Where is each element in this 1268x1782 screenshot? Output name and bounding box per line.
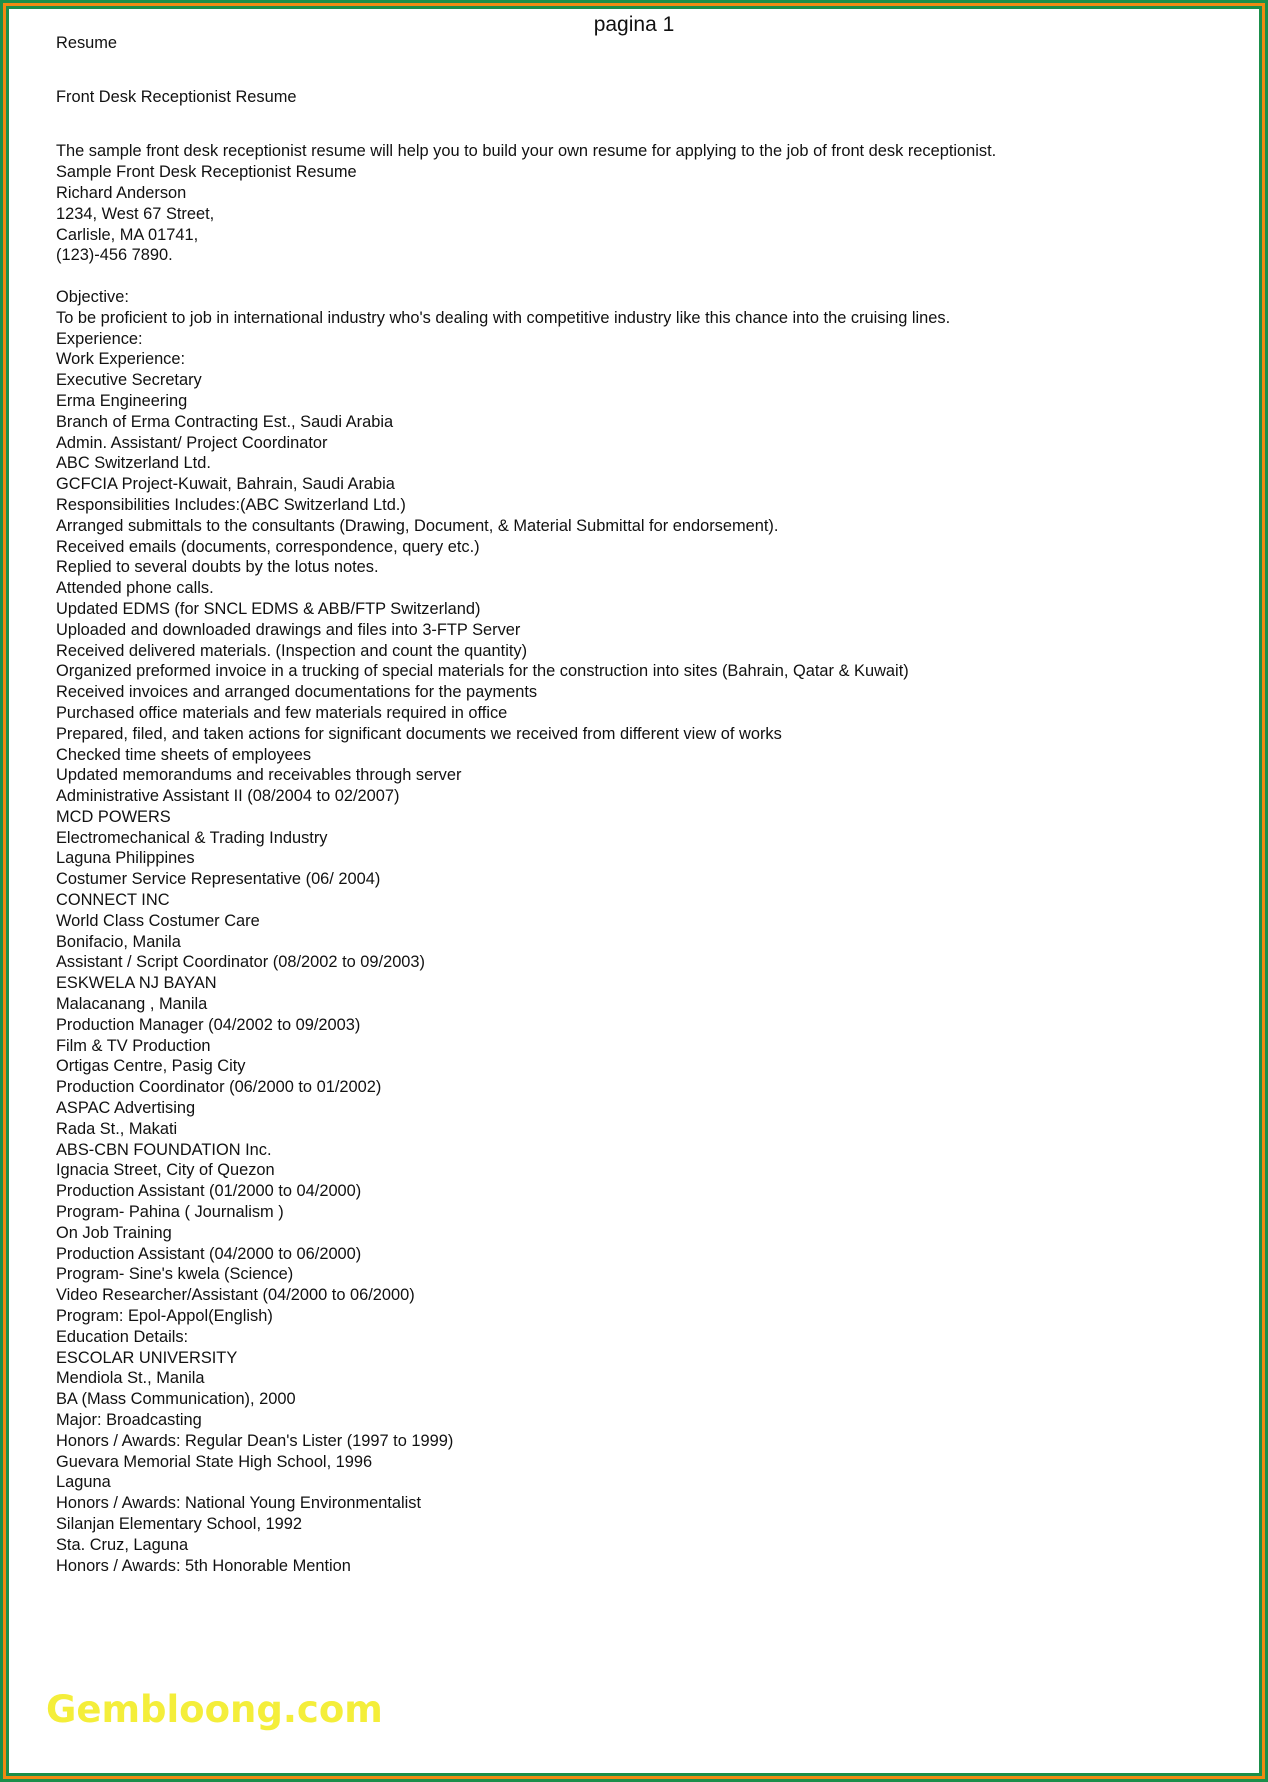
spacer	[56, 75, 1206, 87]
resume-document	[56, 33, 1206, 1576]
resume-line: Laguna Philippines	[56, 849, 195, 868]
contact-phone: (123)-456 7890.	[56, 246, 173, 265]
watermark-logo: Gembloong.com	[46, 1688, 383, 1731]
contact-city: Carlisle, MA 01741,	[56, 225, 199, 244]
resume-line: ABS-CBN FOUNDATION Inc.	[56, 1140, 272, 1159]
resume-line: Purchased office materials and few materials required in office	[56, 703, 508, 722]
resume-line: Erma Engineering	[56, 391, 188, 410]
resume-line: Executive Secretary	[56, 371, 202, 390]
resume-line: Education Details:	[56, 1327, 189, 1346]
resume-line: Ortigas Centre, Pasig City	[56, 1057, 246, 1076]
resume-line: Branch of Erma Contracting Est., Saudi Arabia	[56, 412, 394, 431]
spacer	[56, 266, 1206, 287]
resume-line: World Class Costumer Care	[56, 911, 260, 930]
resume-line: Updated memorandums and receivables through server	[56, 766, 462, 785]
resume-line: Honors / Awards: Regular Dean's Lister (1997 to 1999)	[56, 1431, 454, 1450]
resume-line: Assistant / Script Coordinator (08/2002 to 09/2003)	[56, 953, 425, 972]
resume-line: ABC Switzerland Ltd.	[56, 454, 211, 473]
resume-line: Production Manager (04/2002 to 09/2003)	[56, 1015, 361, 1034]
resume-line: Checked time sheets of employees	[56, 745, 312, 764]
resume-line: Updated EDMS (for SNCL EDMS & ABB/FTP Switzerland)	[56, 599, 481, 618]
objective-text: To be proficient to job in international industry who's dealing with competitive industry like this chance into the cruising lines.	[56, 308, 951, 327]
resume-line: Sta. Cruz, Laguna	[56, 1535, 189, 1554]
doc-title: Front Desk Receptionist Resume	[56, 87, 297, 106]
resume-line: Admin. Assistant/ Project Coordinator	[56, 433, 328, 452]
resume-line: Electromechanical & Trading Industry	[56, 828, 328, 847]
resume-line: Organized preformed invoice in a trucking of special materials for the construction into sites (Bahrain, Qatar & Kuwait)	[56, 662, 909, 681]
resume-line: Major: Broadcasting	[56, 1411, 202, 1429]
spacer	[56, 107, 1206, 141]
resume-line: Production Assistant (01/2000 to 04/2000)	[56, 1182, 362, 1201]
spacer	[56, 54, 1206, 75]
resume-line: Uploaded and downloaded drawings and files into 3-FTP Server	[56, 620, 521, 639]
resume-line: Program- Sine's kwela (Science)	[56, 1265, 294, 1284]
intro-paragraph: The sample front desk receptionist resume will help you to build your own resume for applying to the job of front desk receptionist.	[56, 142, 997, 161]
resume-line: On Job Training	[56, 1223, 172, 1242]
resume-line: Responsibilities Includes:(ABC Switzerland Ltd.)	[56, 495, 406, 514]
resume-line: Ignacia Street, City of Quezon	[56, 1161, 275, 1180]
resume-line: Laguna	[56, 1473, 111, 1492]
resume-line: Silanjan Elementary School, 1992	[56, 1514, 303, 1533]
resume-line: Malacanang , Manila	[56, 995, 208, 1014]
resume-line: Program- Pahina ( Journalism )	[56, 1203, 284, 1222]
resume-line: Honors / Awards: 5th Honorable Mention	[56, 1556, 351, 1575]
resume-line: Production Assistant (04/2000 to 06/2000)	[56, 1244, 362, 1263]
resume-line: Bonifacio, Manila	[56, 932, 181, 951]
resume-line: Production Coordinator (06/2000 to 01/2002)	[56, 1078, 382, 1097]
resume-body	[56, 329, 1206, 1577]
resume-line: Honors / Awards: National Young Environmentalist	[56, 1494, 422, 1513]
resume-line: Rada St., Makati	[56, 1119, 178, 1138]
resume-line: Film & TV Production	[56, 1036, 211, 1055]
resume-line: Received delivered materials. (Inspection and count the quantity)	[56, 641, 528, 660]
contact-block	[56, 183, 1206, 266]
contact-name: Richard Anderson	[56, 183, 187, 202]
resume-line: Experience:	[56, 329, 143, 348]
resume-line: Administrative Assistant II (08/2004 to 02/2007)	[56, 787, 400, 806]
resume-line: Program: Epol-Appol(English)	[56, 1307, 273, 1326]
resume-line: Guevara Memorial State High School, 1996	[56, 1452, 373, 1471]
page-number: pagina 1	[593, 13, 675, 36]
resume-line: Attended phone calls.	[56, 579, 214, 598]
sample-heading: Sample Front Desk Receptionist Resume	[56, 163, 357, 182]
contact-street: 1234, West 67 Street,	[56, 204, 215, 223]
doc-label: Resume	[56, 34, 118, 52]
resume-line: Replied to several doubts by the lotus notes.	[56, 558, 379, 577]
resume-line: GCFCIA Project-Kuwait, Bahrain, Saudi Arabia	[56, 475, 395, 494]
resume-line: Received emails (documents, correspondence, query etc.)	[56, 537, 480, 556]
resume-line: Video Researcher/Assistant (04/2000 to 06/2000)	[56, 1286, 415, 1305]
resume-line: BA (Mass Communication), 2000	[56, 1390, 296, 1409]
resume-line: ESCOLAR UNIVERSITY	[56, 1348, 238, 1367]
resume-line: Received invoices and arranged documentations for the payments	[56, 683, 538, 702]
resume-line: Mendiola St., Manila	[56, 1369, 205, 1388]
resume-line: ASPAC Advertising	[56, 1099, 196, 1118]
resume-line: MCD POWERS	[56, 807, 171, 826]
resume-line: CONNECT INC	[56, 891, 170, 910]
resume-line: ESKWELA NJ BAYAN	[56, 974, 217, 993]
resume-line: Arranged submittals to the consultants (Drawing, Document, & Material Submittal for endorsement).	[56, 516, 779, 535]
objective-label: Objective:	[56, 287, 129, 306]
resume-line: Prepared, filed, and taken actions for significant documents we received from different view of works	[56, 724, 782, 743]
resume-line: Costumer Service Representative (06/ 2004)	[56, 870, 381, 889]
resume-line: Work Experience:	[56, 350, 186, 369]
